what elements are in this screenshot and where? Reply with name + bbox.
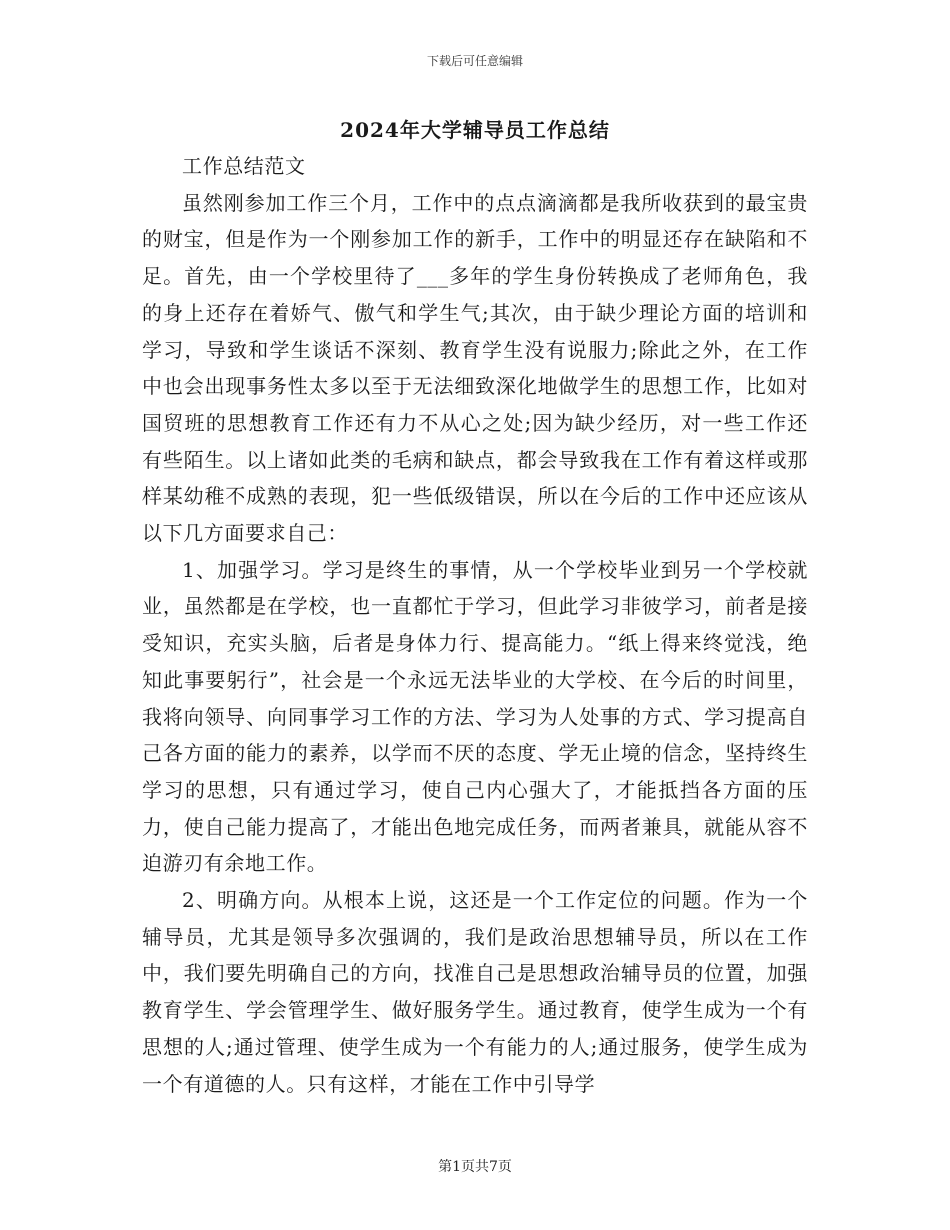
page-number-footer: 第1页共7页 xyxy=(438,1159,512,1175)
point-1-paragraph: 1、加强学习。学习是终生的事情，从一个学校毕业到另一个学校就业，虽然都是在学校，也一直都忙于学习，但此学习非彼学习，前者是接受知识，充实头脑，后者是身体力行、提高能力。“纸上得来终觉浅，绝知此事要躬行”，社会是一个永远无法毕业的大学校、在今后的时间里，我将向领导、向同事学习工作的方法、学习为人处事的方式、学习提高自己各方面的能力的素养，以学而不厌的态度、学无止境的信念，坚持终生学习的思想，只有通过学习，使自己内心强大了，才能抵挡各方面的压力，使自己能力提高了，才能出色地完成任务，而两者兼具，就能从容不迫游刃有余地工作。 xyxy=(142,557,808,876)
page-header-note: 下载后可任意编辑 xyxy=(426,54,523,68)
document-body xyxy=(142,148,808,1102)
document-title: 2024年大学辅导员工作总结 xyxy=(340,118,610,142)
point-2-paragraph: 2、明确方向。从根本上说，这还是一个工作定位的问题。作为一个辅导员，尤其是领导多次强调的，我们是政治思想辅导员，所以在工作中，我们要先明确自己的方向，找准自己是思想政治辅导员的位置，加强教育学生、学会管理学生、做好服务学生。通过教育，使学生成为一个有思想的人;通过管理、使学生成为一个有能力的人;通过服务，使学生成为一个有道德的人。只有这样，才能在工作中引导学 xyxy=(142,888,808,1096)
section-label-paragraph: 工作总结范文 xyxy=(182,154,306,178)
intro-paragraph: 虽然刚参加工作三个月，工作中的点点滴滴都是我所收获到的最宝贵的财宝，但是作为一个刚参加工作的新手，工作中的明显还存在缺陷和不足。首先，由一个学校里待了___多年的学生身份转换成了老师角色，我的身上还存在着娇气、傲气和学生气;其次，由于缺少理论方面的培训和学习，导致和学生谈话不深刻、教育学生没有说服力;除此之外，在工作中也会出现事务性太多以至于无法细致深化地做学生的思想工作，比如对国贸班的思想教育工作还有力不从心之处;因为缺少经历，对一些工作还有些陌生。以上诸如此类的毛病和缺点，都会导致我在工作有着这样或那样某幼稚不成熟的表现，犯一些低级错误，所以在今后的工作中还应该从以下几方面要求自己： xyxy=(142,190,808,546)
